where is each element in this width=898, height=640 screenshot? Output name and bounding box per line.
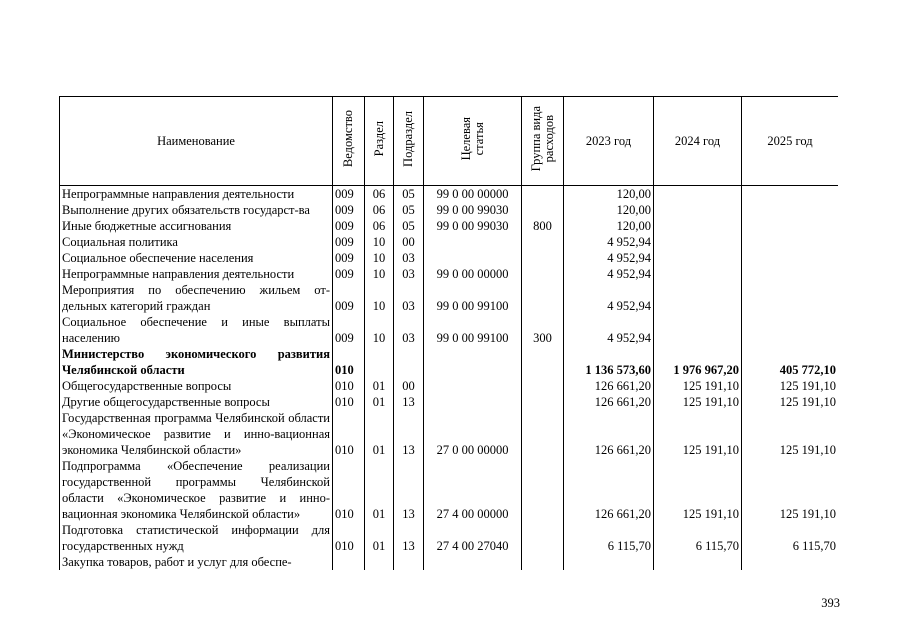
header-podrazdel: Подраздел	[394, 97, 424, 186]
row-target-article: 99 0 00 99100	[424, 314, 522, 346]
row-razdel: 10	[365, 234, 394, 250]
row-podrazdel	[394, 346, 424, 378]
row-name: Общегосударственные вопросы	[60, 378, 333, 394]
budget-table-page	[59, 96, 838, 585]
row-razdel: 01	[365, 410, 394, 458]
row-razdel: 01	[365, 394, 394, 410]
row-amount-2024	[654, 234, 742, 250]
row-vedomstvo: 009	[333, 202, 365, 218]
row-expense-group: 800	[522, 218, 564, 234]
header-expense-group: Группа вида расходов	[522, 97, 564, 186]
row-amount-2024	[654, 218, 742, 234]
header-target-article: Целевая статья	[424, 97, 522, 186]
row-podrazdel: 05	[394, 202, 424, 218]
row-amount-2025: 125 191,10	[742, 378, 839, 394]
table-row	[60, 378, 839, 394]
row-amount-2024	[654, 250, 742, 266]
row-target-article	[424, 234, 522, 250]
row-expense-group	[522, 378, 564, 394]
row-amount-2023: 6 115,70	[564, 522, 654, 554]
row-target-article: 99 0 00 00000	[424, 266, 522, 282]
table-row	[60, 202, 839, 218]
budget-table	[59, 97, 838, 570]
row-amount-2025	[742, 218, 839, 234]
row-amount-2023: 126 661,20	[564, 410, 654, 458]
row-amount-2024: 125 191,10	[654, 378, 742, 394]
row-target-article: 99 0 00 99030	[424, 218, 522, 234]
row-vedomstvo: 010	[333, 410, 365, 458]
row-amount-2025	[742, 186, 839, 203]
row-podrazdel: 13	[394, 522, 424, 554]
row-razdel: 01	[365, 458, 394, 522]
row-amount-2025: 6 115,70	[742, 522, 839, 554]
row-podrazdel: 03	[394, 282, 424, 314]
row-vedomstvo: 010	[333, 346, 365, 378]
row-target-article	[424, 250, 522, 266]
row-vedomstvo: 010	[333, 394, 365, 410]
row-name: Государственная программа Челябинской области «Экономическое развитие и инно-вационная экономика Челябинской области»	[60, 410, 333, 458]
row-expense-group	[522, 522, 564, 554]
row-expense-group	[522, 266, 564, 282]
table-row	[60, 250, 839, 266]
row-target-article: 99 0 00 99030	[424, 202, 522, 218]
row-target-article: 27 4 00 27040	[424, 522, 522, 554]
header-name: Наименование	[60, 97, 333, 186]
row-podrazdel: 00	[394, 378, 424, 394]
row-vedomstvo: 009	[333, 234, 365, 250]
row-amount-2023: 4 952,94	[564, 266, 654, 282]
row-name: Закупка товаров, работ и услуг для обеспе-	[60, 554, 333, 570]
row-razdel: 01	[365, 522, 394, 554]
row-expense-group	[522, 250, 564, 266]
row-podrazdel: 03	[394, 314, 424, 346]
row-expense-group	[522, 202, 564, 218]
row-amount-2025	[742, 250, 839, 266]
row-podrazdel: 13	[394, 458, 424, 522]
row-name: Непрограммные направления деятельности	[60, 186, 333, 203]
row-name: Мероприятия по обеспечению жильем от-дельных категорий граждан	[60, 282, 333, 314]
row-expense-group	[522, 410, 564, 458]
row-podrazdel: 03	[394, 266, 424, 282]
row-amount-2025: 405 772,10	[742, 346, 839, 378]
row-vedomstvo: 010	[333, 378, 365, 394]
row-vedomstvo: 009	[333, 186, 365, 203]
row-amount-2023: 4 952,94	[564, 314, 654, 346]
row-target-article	[424, 394, 522, 410]
row-amount-2024	[654, 554, 742, 570]
table-row	[60, 554, 839, 570]
row-vedomstvo: 010	[333, 458, 365, 522]
row-amount-2024	[654, 186, 742, 203]
row-amount-2024	[654, 266, 742, 282]
row-expense-group	[522, 394, 564, 410]
row-amount-2025: 125 191,10	[742, 410, 839, 458]
row-amount-2024: 125 191,10	[654, 410, 742, 458]
row-amount-2025: 125 191,10	[742, 458, 839, 522]
row-name: Социальное обеспечение населения	[60, 250, 333, 266]
row-amount-2023: 4 952,94	[564, 234, 654, 250]
row-amount-2025	[742, 282, 839, 314]
row-name: Другие общегосударственные вопросы	[60, 394, 333, 410]
row-name: Социальное обеспечение и иные выплаты населению	[60, 314, 333, 346]
row-amount-2023: 126 661,20	[564, 378, 654, 394]
row-expense-group	[522, 234, 564, 250]
row-amount-2023: 4 952,94	[564, 250, 654, 266]
row-razdel: 06	[365, 186, 394, 203]
header-vedomstvo: Ведомство	[333, 97, 365, 186]
row-razdel: 10	[365, 314, 394, 346]
page-number: 393	[821, 596, 840, 610]
row-razdel: 06	[365, 218, 394, 234]
row-vedomstvo	[333, 554, 365, 570]
row-podrazdel: 00	[394, 234, 424, 250]
row-amount-2025	[742, 202, 839, 218]
row-vedomstvo: 009	[333, 266, 365, 282]
table-row	[60, 186, 839, 203]
table-row	[60, 234, 839, 250]
row-name: Социальная политика	[60, 234, 333, 250]
row-target-article	[424, 346, 522, 378]
row-expense-group	[522, 282, 564, 314]
table-header-row	[60, 97, 839, 186]
row-amount-2023: 126 661,20	[564, 394, 654, 410]
row-podrazdel: 13	[394, 410, 424, 458]
row-podrazdel: 05	[394, 218, 424, 234]
row-vedomstvo: 009	[333, 314, 365, 346]
row-target-article: 27 0 00 00000	[424, 410, 522, 458]
row-amount-2024	[654, 282, 742, 314]
row-amount-2023: 120,00	[564, 202, 654, 218]
row-razdel	[365, 554, 394, 570]
row-razdel: 10	[365, 282, 394, 314]
row-name: Подпрограмма «Обеспечение реализации государственной программы Челябинской области «Экономическое развитие и инно-вационная экономика Челябинской области»	[60, 458, 333, 522]
row-expense-group	[522, 458, 564, 522]
table-row	[60, 410, 839, 458]
row-expense-group	[522, 346, 564, 378]
row-amount-2023: 126 661,20	[564, 458, 654, 522]
table-row	[60, 314, 839, 346]
row-vedomstvo: 010	[333, 522, 365, 554]
table-row	[60, 522, 839, 554]
row-razdel: 01	[365, 378, 394, 394]
row-expense-group	[522, 186, 564, 203]
row-vedomstvo: 009	[333, 218, 365, 234]
row-amount-2023: 120,00	[564, 218, 654, 234]
row-amount-2024: 125 191,10	[654, 458, 742, 522]
table-row	[60, 346, 839, 378]
header-2025: 2025 год	[742, 97, 839, 186]
row-amount-2025: 125 191,10	[742, 394, 839, 410]
row-razdel: 10	[365, 266, 394, 282]
row-amount-2025	[742, 234, 839, 250]
row-amount-2023: 1 136 573,60	[564, 346, 654, 378]
row-target-article	[424, 554, 522, 570]
row-name: Иные бюджетные ассигнования	[60, 218, 333, 234]
row-podrazdel: 13	[394, 394, 424, 410]
row-razdel: 06	[365, 202, 394, 218]
row-razdel: 10	[365, 250, 394, 266]
row-amount-2024	[654, 202, 742, 218]
row-vedomstvo: 009	[333, 250, 365, 266]
row-name: Подготовка статистической информации для государственных нужд	[60, 522, 333, 554]
table-row	[60, 458, 839, 522]
row-expense-group	[522, 554, 564, 570]
row-amount-2025	[742, 266, 839, 282]
header-2023: 2023 год	[564, 97, 654, 186]
row-vedomstvo: 009	[333, 282, 365, 314]
header-2024: 2024 год	[654, 97, 742, 186]
header-razdel: Раздел	[365, 97, 394, 186]
row-target-article: 99 0 00 99100	[424, 282, 522, 314]
row-target-article: 99 0 00 00000	[424, 186, 522, 203]
row-target-article	[424, 378, 522, 394]
row-podrazdel: 05	[394, 186, 424, 203]
row-razdel	[365, 346, 394, 378]
row-amount-2023: 120,00	[564, 186, 654, 203]
row-expense-group: 300	[522, 314, 564, 346]
row-target-article: 27 4 00 00000	[424, 458, 522, 522]
row-amount-2024: 6 115,70	[654, 522, 742, 554]
row-amount-2025	[742, 314, 839, 346]
row-amount-2023: 4 952,94	[564, 282, 654, 314]
row-amount-2024	[654, 314, 742, 346]
row-name: Министерство экономического развития Челябинской области	[60, 346, 333, 378]
row-amount-2024: 1 976 967,20	[654, 346, 742, 378]
row-podrazdel: 03	[394, 250, 424, 266]
row-podrazdel	[394, 554, 424, 570]
table-row	[60, 394, 839, 410]
row-amount-2023	[564, 554, 654, 570]
table-row	[60, 282, 839, 314]
row-name: Выполнение других обязательств государст-ва	[60, 202, 333, 218]
row-name: Непрограммные направления деятельности	[60, 266, 333, 282]
table-body	[60, 186, 839, 571]
row-amount-2024: 125 191,10	[654, 394, 742, 410]
table-row	[60, 218, 839, 234]
table-row	[60, 266, 839, 282]
row-amount-2025	[742, 554, 839, 570]
